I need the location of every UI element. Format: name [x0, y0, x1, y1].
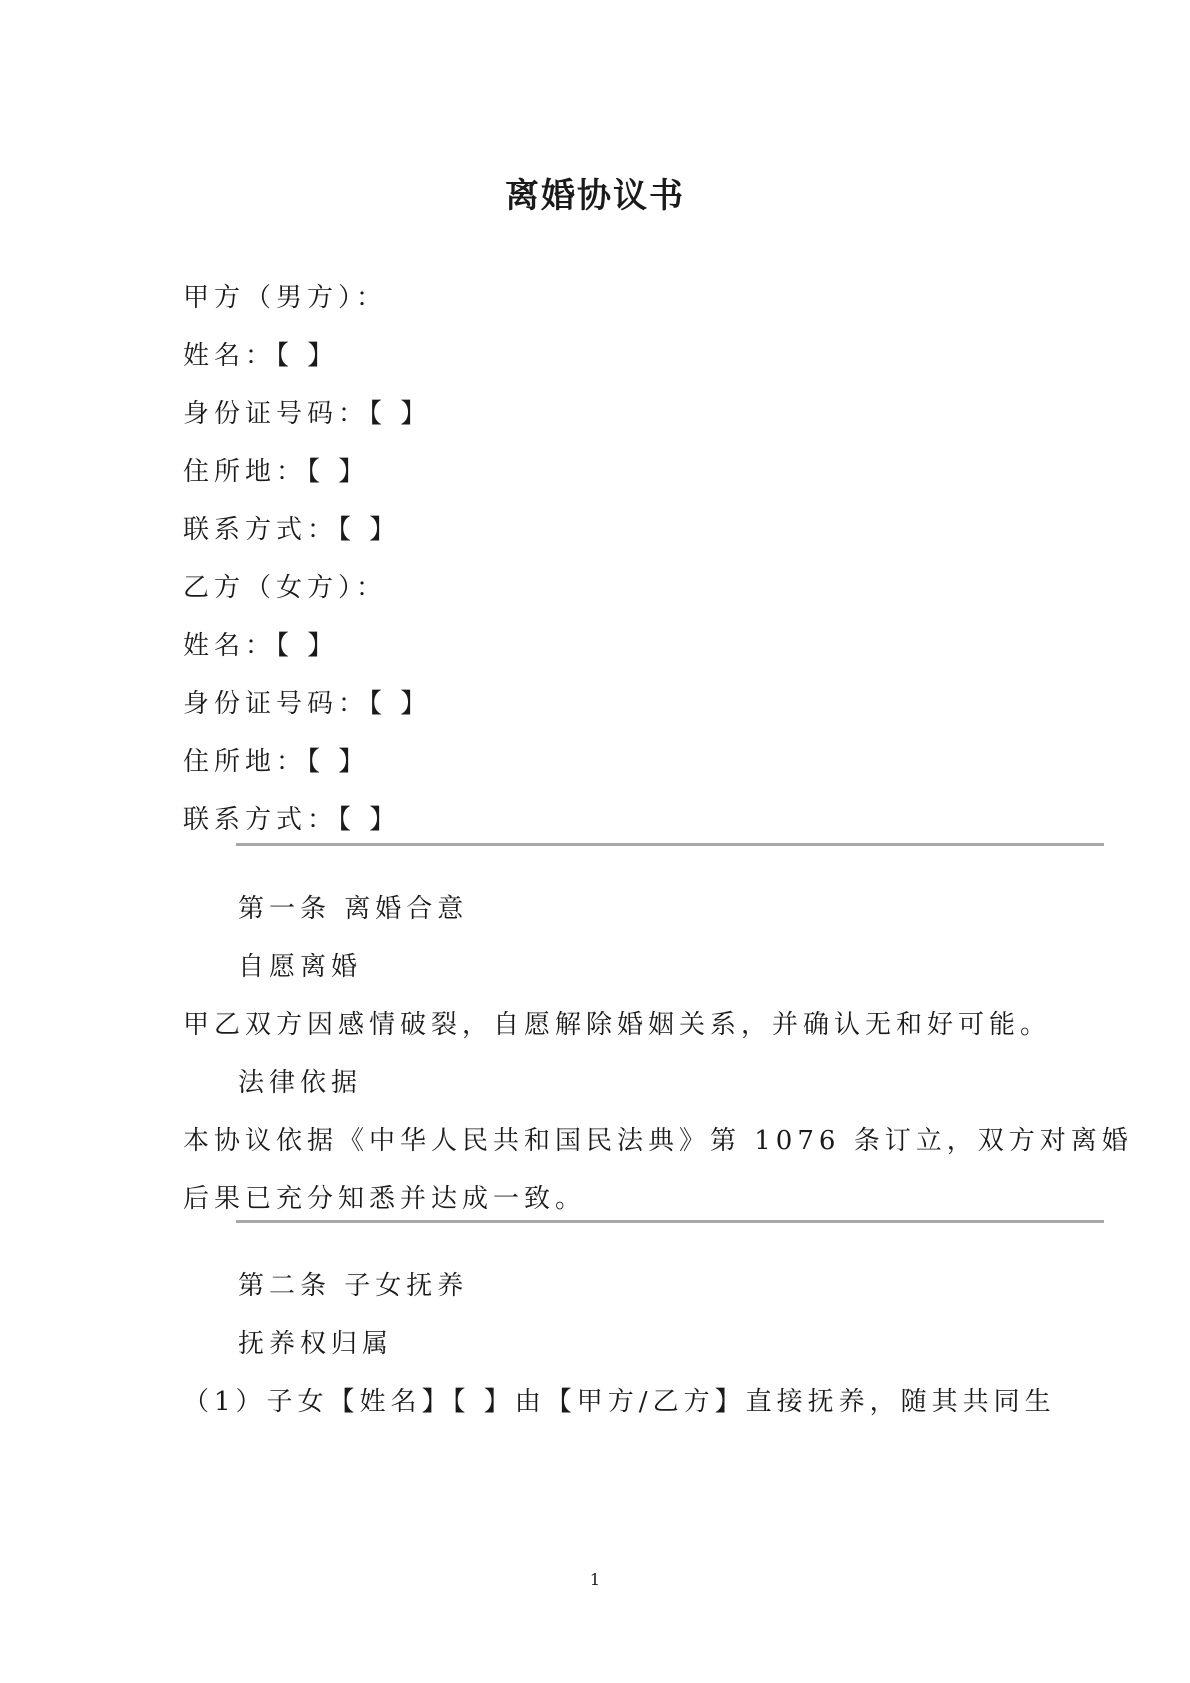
party-a-name: 姓名：【 】 [183, 341, 339, 371]
party-b-heading: 乙方（女方）： [183, 573, 388, 603]
section-divider [236, 843, 1104, 846]
article2-item-1: （1）子女【姓名】【 】由【甲方/乙方】直接抚养，随其共同生 [183, 1387, 1056, 1417]
article2-subheading-custody: 抚养权归属 [238, 1329, 394, 1359]
article1-heading: 第一条 离婚合意 [238, 894, 469, 924]
page-number: 1 [589, 1570, 601, 1589]
party-a-heading: 甲方（男方）： [183, 283, 388, 313]
party-a-id-number: 身份证号码：【 】 [183, 399, 432, 429]
party-b-id-number: 身份证号码：【 】 [183, 689, 432, 719]
party-a-contact: 联系方式：【 】 [183, 515, 401, 545]
party-b-name: 姓名：【 】 [183, 631, 339, 661]
party-b-contact: 联系方式：【 】 [183, 805, 401, 835]
section-divider [236, 1220, 1104, 1223]
article1-paragraph-legal-basis-line1: 本协议依据《中华人民共和国民法典》第 1076 条订立，双方对离婚 [183, 1126, 1133, 1156]
article1-subheading-voluntary: 自愿离婚 [238, 952, 363, 982]
article1-subheading-legal-basis: 法律依据 [238, 1068, 363, 1098]
article1-paragraph-voluntary: 甲乙双方因感情破裂，自愿解除婚姻关系，并确认无和好可能。 [183, 1010, 1052, 1040]
document-title: 离婚协议书 [505, 176, 685, 216]
party-a-address: 住所地：【 】 [183, 457, 370, 487]
party-b-address: 住所地：【 】 [183, 747, 370, 777]
article2-heading: 第二条 子女抚养 [238, 1271, 469, 1301]
article1-paragraph-legal-basis-line2: 后果已充分知悉并达成一致。 [183, 1184, 587, 1214]
